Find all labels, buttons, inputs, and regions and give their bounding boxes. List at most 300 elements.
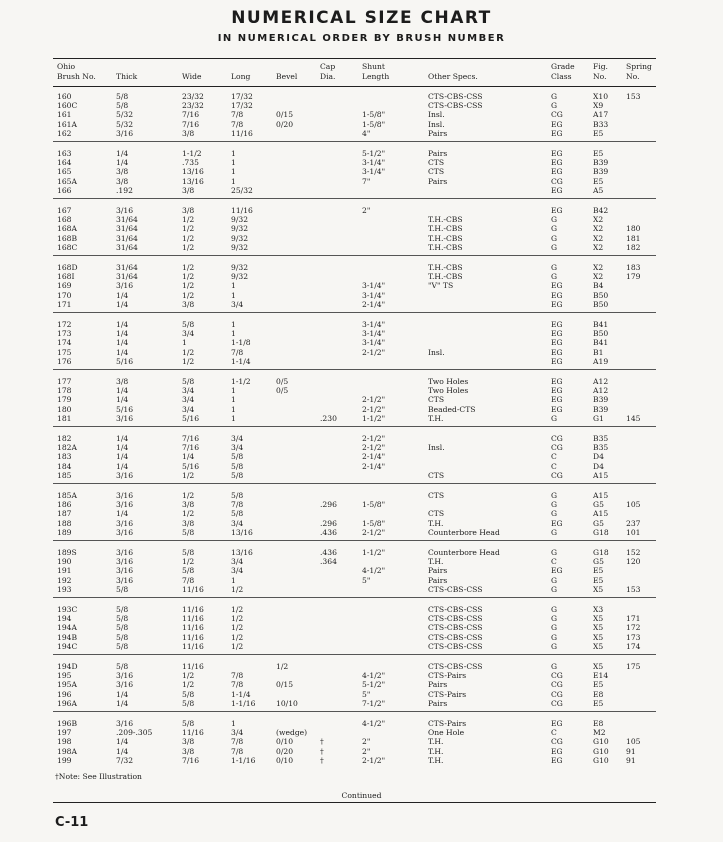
cell-grade-class: EG — [551, 185, 563, 195]
table-row — [0, 395, 723, 404]
cell-fig-no: E5 — [593, 698, 604, 708]
cell-brush-no: 161A — [57, 119, 77, 129]
cell-shunt-length: 5-1/2" — [362, 149, 386, 158]
cell-long: 1-1/16 — [231, 755, 256, 765]
cell-thick: 5/8 — [116, 614, 129, 624]
cell-brush-no: 187 — [57, 509, 72, 519]
cell-long: 7/8 — [231, 680, 244, 690]
cell-other-specs: T.H. — [428, 413, 444, 423]
header-other-specs-line1 — [428, 62, 478, 72]
cell-long: 11/16 — [231, 128, 253, 138]
table-row — [0, 177, 723, 186]
cell-other-specs: CTS-Pairs — [428, 689, 467, 699]
header-cap-dia — [320, 62, 335, 86]
cell-other-specs: T.H. — [428, 737, 444, 747]
cell-spring-no: 153 — [626, 92, 641, 101]
cell-brush-no: 182 — [57, 434, 72, 443]
cell-other-specs: Pairs — [428, 149, 448, 158]
cell-grade-class: C — [551, 461, 557, 471]
cell-brush-no: 164 — [57, 158, 72, 168]
cell-thick: .192 — [116, 185, 133, 195]
table-row — [0, 614, 723, 623]
table-row — [0, 737, 723, 746]
cell-other-specs: T.H. — [428, 755, 444, 765]
cell-shunt-length: 4" — [362, 128, 371, 138]
cell-grade-class: EG — [551, 377, 563, 386]
cell-thick: 1/4 — [116, 338, 129, 348]
cell-wide: 13/16 — [182, 176, 204, 186]
table-row — [0, 215, 723, 224]
cell-cap-dia: .436 — [320, 548, 337, 557]
cell-other-specs: CTS-CBS-CSS — [428, 605, 483, 614]
table-row — [0, 120, 723, 129]
cell-thick: 1/4 — [116, 461, 129, 471]
cell-thick: 5/8 — [116, 605, 129, 614]
cell-wide: 3/4 — [182, 386, 195, 396]
table-row — [0, 576, 723, 585]
cell-grade-class: CG — [551, 680, 563, 690]
cell-shunt-length: 2" — [362, 206, 371, 215]
cell-wide: 11/16 — [182, 623, 204, 633]
cell-fig-no: A5 — [593, 185, 604, 195]
header-bevel — [276, 62, 297, 86]
cell-grade-class: EG — [551, 338, 563, 348]
cell-wide: 13/16 — [182, 167, 204, 177]
cell-other-specs: CTS — [428, 470, 445, 480]
cell-brush-no: 168D — [57, 263, 78, 272]
cell-grade-class: G — [551, 605, 558, 614]
cell-brush-no: 168C — [57, 242, 78, 252]
cell-fig-no: X2 — [593, 224, 604, 234]
cell-grade-class: G — [551, 413, 558, 423]
cell-wide: 3/8 — [182, 737, 195, 747]
cell-fig-no: B1 — [593, 347, 604, 357]
cell-wide: 7/16 — [182, 434, 200, 443]
cell-grade-class: EG — [551, 290, 563, 300]
cell-brush-no: 192 — [57, 575, 72, 585]
cell-brush-no: 178 — [57, 386, 72, 396]
cell-long: 9/32 — [231, 224, 249, 234]
cell-thick: 1/4 — [116, 746, 129, 756]
cell-thick: 3/16 — [116, 680, 134, 690]
table-row — [0, 623, 723, 632]
cell-fig-no: A15 — [593, 491, 609, 500]
cell-fig-no: M2 — [593, 728, 606, 738]
cell-fig-no: X2 — [593, 215, 604, 225]
cell-bevel: 0/10 — [276, 737, 294, 747]
table-row — [0, 272, 723, 281]
cell-thick: 5/32 — [116, 119, 134, 129]
cell-long: 7/8 — [231, 500, 244, 510]
table-row — [0, 528, 723, 537]
cell-fig-no: A19 — [593, 356, 609, 366]
cell-brush-no: 195A — [57, 680, 77, 690]
cell-thick: 3/16 — [116, 518, 134, 528]
cell-brush-no: 194A — [57, 623, 77, 633]
cell-grade-class: EG — [551, 167, 563, 177]
cell-wide: 3/4 — [182, 395, 195, 405]
cell-fig-no: G18 — [593, 548, 609, 557]
cell-fig-no: X5 — [593, 662, 604, 671]
cell-brush-no: 189 — [57, 527, 72, 537]
cell-brush-no: 191 — [57, 566, 72, 576]
cell-brush-no: 174 — [57, 338, 72, 348]
cell-long: 1 — [231, 290, 236, 300]
cell-wide: 5/8 — [182, 548, 195, 557]
cell-grade-class: CG — [551, 434, 563, 443]
cell-long: 1 — [231, 149, 236, 158]
cell-spring-no: 145 — [626, 413, 641, 423]
cell-brush-no: 167 — [57, 206, 72, 215]
header-long-line1 — [231, 62, 250, 72]
cell-wide: 11/16 — [182, 728, 204, 738]
cell-cap-dia: .296 — [320, 518, 337, 528]
cell-brush-no: 195 — [57, 671, 72, 681]
cell-fig-no: E14 — [593, 671, 609, 681]
table-row — [0, 348, 723, 357]
cell-grade-class: G — [551, 224, 558, 234]
cell-thick: 1/4 — [116, 299, 129, 309]
cell-cap-dia: .230 — [320, 413, 337, 423]
cell-thick: 5/16 — [116, 356, 134, 366]
cell-thick: 3/16 — [116, 491, 134, 500]
cell-wide: 1/2 — [182, 281, 195, 291]
group-separator — [53, 426, 656, 427]
cell-thick: 31/64 — [116, 224, 138, 234]
cell-fig-no: B41 — [593, 338, 609, 348]
cell-spring-no: 105 — [626, 500, 641, 510]
cell-fig-no: X5 — [593, 623, 604, 633]
table-row — [0, 557, 723, 566]
cell-other-specs: T.H.-CBS — [428, 242, 463, 252]
cell-bevel: 0/15 — [276, 680, 294, 690]
page-title: NUMERICAL SIZE CHART — [231, 8, 492, 28]
cell-wide: 3/8 — [182, 746, 195, 756]
cell-brush-no: 185A — [57, 491, 77, 500]
cell-long: 7/8 — [231, 746, 244, 756]
cell-grade-class: EG — [551, 518, 563, 528]
cell-shunt-length: 3-1/4" — [362, 290, 386, 300]
cell-thick: 3/16 — [116, 557, 134, 567]
table-row — [0, 434, 723, 443]
cell-brush-no: 188 — [57, 518, 72, 528]
cell-bevel: 10/10 — [276, 698, 298, 708]
cell-thick: 5/8 — [116, 662, 129, 671]
table-row — [0, 500, 723, 509]
cell-bevel: 0/5 — [276, 377, 289, 386]
cell-fig-no: B39 — [593, 395, 609, 405]
cell-brush-no: 161 — [57, 110, 72, 120]
header-spring-no-line1: Spring — [626, 62, 652, 71]
table-row — [0, 680, 723, 689]
cell-fig-no: B50 — [593, 329, 609, 339]
cell-thick: 1/4 — [116, 347, 129, 357]
cell-wide: 1/2 — [182, 290, 195, 300]
cell-grade-class: EG — [551, 566, 563, 576]
table-row — [0, 443, 723, 452]
cell-spring-no: 182 — [626, 242, 641, 252]
cell-spring-no: 180 — [626, 224, 641, 234]
cell-brush-no: 183 — [57, 452, 72, 462]
header-thick-line1 — [116, 62, 137, 72]
cell-brush-no: 171 — [57, 299, 72, 309]
cell-thick: 3/8 — [116, 167, 129, 177]
cell-wide: 1 — [182, 338, 187, 348]
cell-grade-class: C — [551, 728, 557, 738]
table-row — [0, 263, 723, 272]
cell-other-specs: Pairs — [428, 566, 448, 576]
table-row — [0, 329, 723, 338]
cell-long: 9/32 — [231, 272, 249, 282]
cell-wide: 3/8 — [182, 128, 195, 138]
table-row — [0, 566, 723, 575]
cell-long: 1/2 — [231, 584, 244, 594]
cell-brush-no: 189S — [57, 548, 77, 557]
table-row — [0, 519, 723, 528]
cell-thick: 3/16 — [116, 566, 134, 576]
cell-thick: 5/8 — [116, 623, 129, 633]
cell-wide: 1/4 — [182, 452, 195, 462]
continued-label: Continued — [341, 791, 382, 800]
cell-fig-no: A17 — [593, 110, 609, 120]
cell-grade-class: EG — [551, 386, 563, 396]
cell-thick: 31/64 — [116, 272, 138, 282]
cell-wide: 7/16 — [182, 119, 200, 129]
cell-wide: 5/8 — [182, 566, 195, 576]
cell-grade-class: G — [551, 641, 558, 651]
cell-shunt-length: 2-1/4" — [362, 452, 386, 462]
cell-fig-no: X5 — [593, 614, 604, 624]
header-fig-no-line2: No. — [593, 72, 607, 81]
table-row — [0, 386, 723, 395]
cell-grade-class: EG — [551, 158, 563, 168]
footnote: †Note: See Illustration — [55, 772, 142, 781]
cell-thick: 31/64 — [116, 233, 138, 243]
cell-cap-dia: .436 — [320, 527, 337, 537]
cell-wide: 1/2 — [182, 233, 195, 243]
cell-brush-no: 176 — [57, 356, 72, 366]
cell-bevel: (wedge) — [276, 728, 308, 738]
cell-brush-no: 165 — [57, 167, 72, 177]
cell-grade-class: EG — [551, 281, 563, 291]
cell-thick: 3/16 — [116, 470, 134, 480]
cell-thick: 3/16 — [116, 500, 134, 510]
cell-spring-no: 91 — [626, 755, 636, 765]
cell-fig-no: B39 — [593, 158, 609, 168]
cell-brush-no: 168 — [57, 215, 72, 225]
cell-other-specs: Insl. — [428, 347, 445, 357]
cell-other-specs: Beaded-CTS — [428, 404, 476, 414]
table-row — [0, 662, 723, 671]
cell-long: 1/2 — [231, 605, 244, 614]
cell-brush-no: 166 — [57, 185, 72, 195]
cell-shunt-length: 3-1/4" — [362, 158, 386, 168]
cell-other-specs: Pairs — [428, 176, 448, 186]
group-separator — [53, 255, 656, 256]
cell-long: 1 — [231, 413, 236, 423]
cell-shunt-length: 5" — [362, 689, 371, 699]
cell-shunt-length: 2-1/2" — [362, 395, 386, 405]
cell-spring-no: 91 — [626, 746, 636, 756]
cell-long: 1 — [231, 329, 236, 339]
cell-long: 5/8 — [231, 470, 244, 480]
cell-thick: 5/8 — [116, 92, 129, 101]
cell-other-specs: CTS — [428, 395, 445, 405]
cell-other-specs: CTS-CBS-CSS — [428, 632, 483, 642]
table-row — [0, 149, 723, 158]
cell-shunt-length: 2-1/2" — [362, 347, 386, 357]
cell-fig-no: X3 — [593, 605, 604, 614]
cell-fig-no: G1 — [593, 413, 604, 423]
header-wide-line2: Wide — [182, 72, 202, 81]
group-separator — [53, 711, 656, 712]
cell-other-specs: Two Holes — [428, 377, 469, 386]
cell-fig-no: B41 — [593, 320, 609, 329]
cell-fig-no: G5 — [593, 500, 604, 510]
cell-brush-no: 181 — [57, 413, 72, 423]
cell-grade-class: G — [551, 575, 558, 585]
table-row — [0, 357, 723, 366]
cell-wide: 1/2 — [182, 509, 195, 519]
cell-other-specs: Insl. — [428, 443, 445, 453]
cell-fig-no: E8 — [593, 689, 604, 699]
cell-other-specs: T.H. — [428, 746, 444, 756]
cell-grade-class: EG — [551, 149, 563, 158]
cell-fig-no: A15 — [593, 509, 609, 519]
cell-grade-class: C — [551, 557, 557, 567]
bottom-rule — [53, 802, 656, 803]
cell-thick: 31/64 — [116, 215, 138, 225]
cell-other-specs: CTS-CBS-CSS — [428, 662, 483, 671]
table-row — [0, 281, 723, 290]
cell-brush-no: 184 — [57, 461, 72, 471]
cell-fig-no: X5 — [593, 584, 604, 594]
cell-wide: 3/8 — [182, 518, 195, 528]
cell-fig-no: X9 — [593, 101, 604, 111]
table-row — [0, 728, 723, 737]
cell-long: 5/8 — [231, 452, 244, 462]
cell-long: 1-1/4 — [231, 689, 251, 699]
cell-grade-class: CG — [551, 443, 563, 453]
header-shunt-length-line1: Shunt — [362, 62, 385, 71]
cell-spring-no: 179 — [626, 272, 641, 282]
cell-long: 7/8 — [231, 737, 244, 747]
page-number: C-11 — [55, 815, 89, 830]
cell-long: 7/8 — [231, 110, 244, 120]
cell-grade-class: EG — [551, 755, 563, 765]
cell-fig-no: B4 — [593, 281, 604, 291]
cell-wide: .735 — [182, 158, 199, 168]
cell-grade-class: C — [551, 452, 557, 462]
cell-grade-class: CG — [551, 110, 563, 120]
header-brush-no-line2: Brush No. — [57, 72, 96, 81]
cell-thick: 3/16 — [116, 128, 134, 138]
cell-thick: 5/8 — [116, 641, 129, 651]
cell-fig-no: G5 — [593, 557, 604, 567]
cell-thick: 1/4 — [116, 509, 129, 519]
cell-fig-no: B33 — [593, 119, 609, 129]
header-spring-no-line2: No. — [626, 72, 640, 81]
cell-other-specs: Insl. — [428, 119, 445, 129]
cell-grade-class: EG — [551, 128, 563, 138]
cell-grade-class: EG — [551, 347, 563, 357]
cell-other-specs: T.H.-CBS — [428, 233, 463, 243]
cell-wide: 1/2 — [182, 356, 195, 366]
cell-long: 1-1/4 — [231, 356, 251, 366]
cell-fig-no: B50 — [593, 299, 609, 309]
cell-brush-no: 163 — [57, 149, 72, 158]
cell-thick: 1/4 — [116, 434, 129, 443]
table-row — [0, 699, 723, 708]
cell-brush-no: 170 — [57, 290, 72, 300]
cell-thick: 31/64 — [116, 263, 138, 272]
table-row — [0, 110, 723, 119]
cell-long: 1 — [231, 176, 236, 186]
cell-bevel: 1/2 — [276, 662, 289, 671]
table-row — [0, 158, 723, 167]
cell-long: 17/32 — [231, 101, 253, 111]
cell-other-specs: CTS-Pairs — [428, 719, 467, 728]
cell-thick: 1/4 — [116, 290, 129, 300]
table-row — [0, 291, 723, 300]
cell-brush-no: 194C — [57, 641, 78, 651]
header-wide — [182, 62, 201, 86]
cell-thick: 1/4 — [116, 320, 129, 329]
cell-brush-no: 193C — [57, 605, 78, 614]
cell-wide: 3/8 — [182, 299, 195, 309]
header-spring-no — [626, 62, 652, 86]
cell-long: 1-1/8 — [231, 338, 251, 348]
cell-long: 25/32 — [231, 185, 253, 195]
cell-thick: 1/4 — [116, 158, 129, 168]
cell-thick: 1/4 — [116, 149, 129, 158]
cell-other-specs: T.H.-CBS — [428, 272, 463, 282]
cell-fig-no: E5 — [593, 149, 604, 158]
table-row — [0, 234, 723, 243]
table-row — [0, 414, 723, 423]
cell-other-specs: "V" TS — [428, 281, 454, 291]
table-row — [0, 101, 723, 110]
cell-fig-no: X2 — [593, 263, 604, 272]
cell-long: 9/32 — [231, 233, 249, 243]
cell-shunt-length: 1-1/2" — [362, 413, 386, 423]
cell-grade-class: G — [551, 92, 558, 101]
cell-thick: 1/4 — [116, 443, 129, 453]
cell-bevel: 0/10 — [276, 755, 294, 765]
table-row — [0, 224, 723, 233]
table-row — [0, 747, 723, 756]
cell-thick: 3/16 — [116, 206, 134, 215]
cell-wide: 23/32 — [182, 92, 204, 101]
cell-thick: 3/16 — [116, 413, 134, 423]
cell-other-specs: Pairs — [428, 680, 448, 690]
cell-shunt-length: 5" — [362, 575, 371, 585]
cell-grade-class: EG — [551, 299, 563, 309]
cell-grade-class: CG — [551, 176, 563, 186]
cell-other-specs: Pairs — [428, 698, 448, 708]
cell-thick: 5/16 — [116, 404, 134, 414]
cell-thick: 3/16 — [116, 527, 134, 537]
cell-shunt-length: 1-5/8" — [362, 119, 386, 129]
cell-other-specs: CTS-CBS-CSS — [428, 584, 483, 594]
cell-grade-class: EG — [551, 320, 563, 329]
cell-wide: 5/8 — [182, 527, 195, 537]
cell-wide: 1/2 — [182, 557, 195, 567]
table-row — [0, 405, 723, 414]
cell-thick: 1/4 — [116, 698, 129, 708]
cell-long: 1 — [231, 395, 236, 405]
cell-long: 7/8 — [231, 671, 244, 681]
